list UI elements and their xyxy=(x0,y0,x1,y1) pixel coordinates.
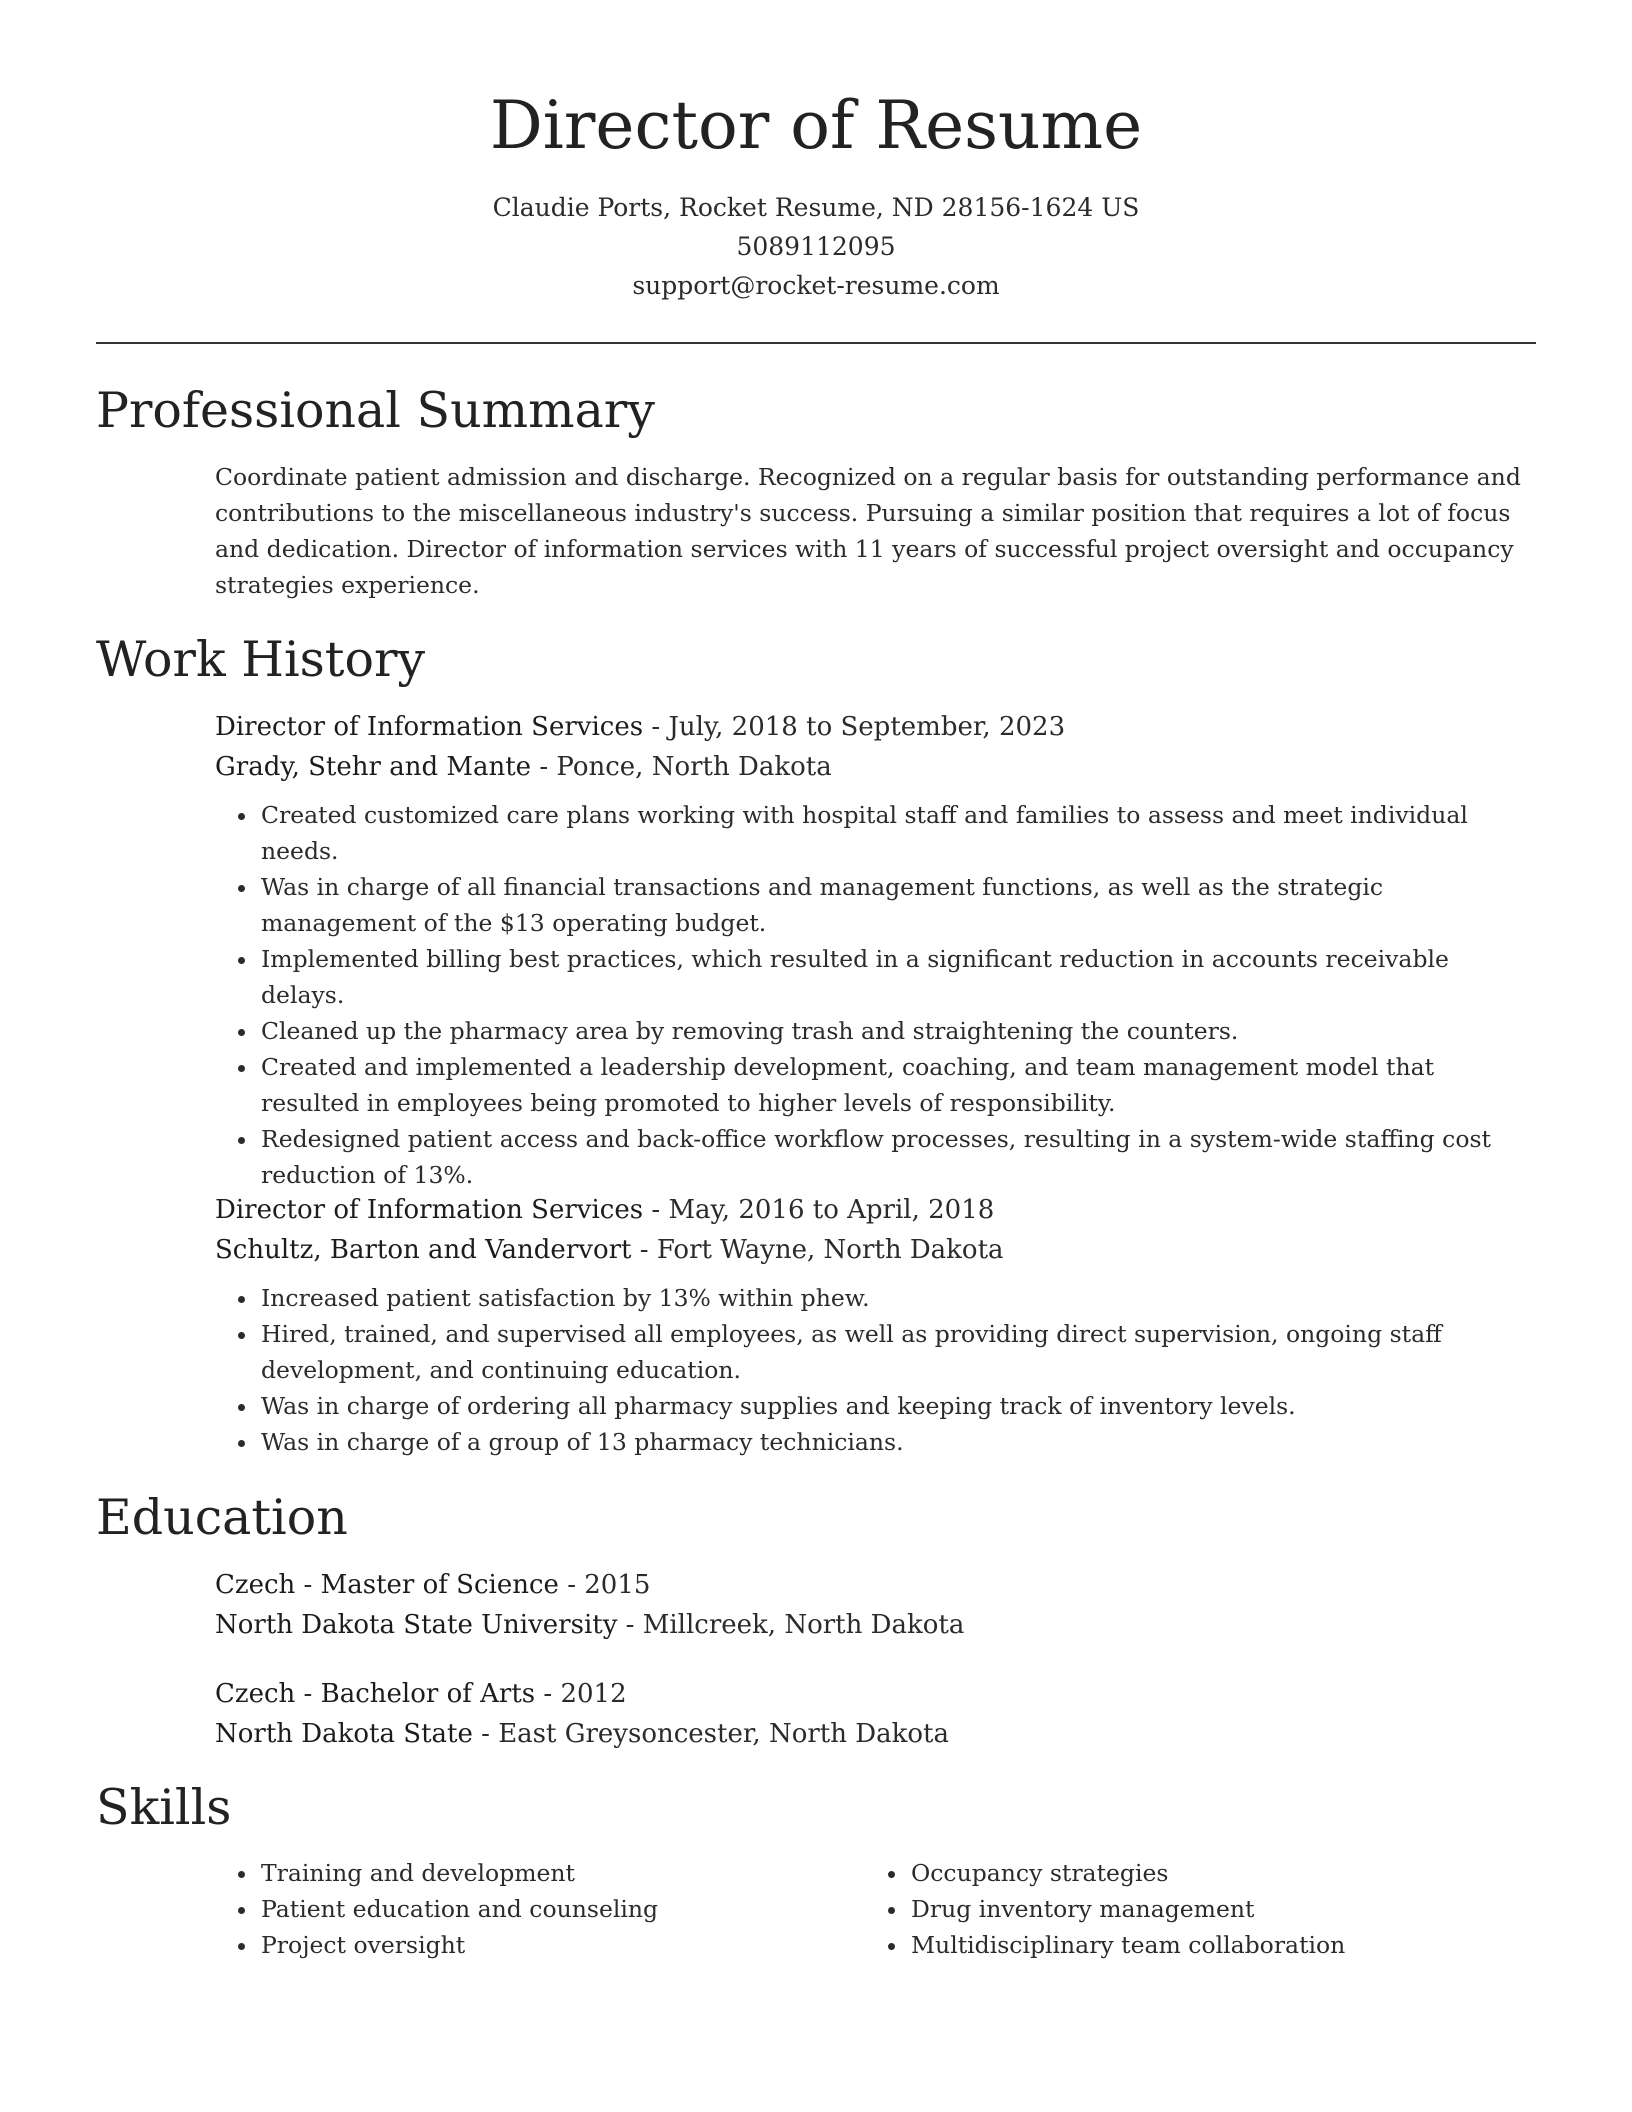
list-item: • Multidisciplinary team collaboration xyxy=(909,1927,1515,1963)
skills-list-right xyxy=(865,1855,1515,1963)
job-company: Schultz, Barton and Vandervort xyxy=(215,1235,632,1265)
skills-grid xyxy=(215,1855,1525,1963)
job-dates: May, 2016 to April, 2018 xyxy=(668,1195,995,1225)
section-title-work-history: Work History xyxy=(96,631,426,688)
job-bullets xyxy=(215,797,1525,1193)
education-degree: Bachelor of Arts xyxy=(320,1679,536,1709)
separator: - xyxy=(531,752,557,782)
contact-address: Claudie Ports, Rocket Resume, ND 28156-1624 US xyxy=(492,193,1140,222)
job-bullets xyxy=(215,1280,1525,1460)
contact-email: support@rocket-resume.com xyxy=(632,271,1000,300)
education-school: North Dakota State University xyxy=(215,1610,618,1640)
education-year: 2015 xyxy=(584,1570,651,1600)
job-company-line xyxy=(215,1230,1525,1270)
section-title-summary: Professional Summary xyxy=(96,382,655,439)
education-degree-line xyxy=(215,1565,1525,1605)
separator: - xyxy=(472,1719,499,1749)
job-company-line xyxy=(215,747,1525,787)
contact-phone: 5089112095 xyxy=(736,232,896,261)
separator: - xyxy=(617,1610,643,1640)
education-location: East Greysoncester, North Dakota xyxy=(498,1719,949,1749)
education-school: North Dakota State xyxy=(215,1719,473,1749)
list-item: • Training and development xyxy=(259,1855,865,1891)
education-block xyxy=(215,1565,1525,1783)
separator: - xyxy=(643,712,669,742)
list-item: • Created customized care plans working with hospital staff and families to assess and meet individual needs. xyxy=(259,797,1525,869)
skills-column-left xyxy=(215,1855,865,1963)
separator: - xyxy=(558,1570,585,1600)
skills-block xyxy=(215,1855,1525,1963)
job-location: Ponce, North Dakota xyxy=(556,752,832,782)
job-title-line xyxy=(215,1190,1525,1230)
candidate-name: Director of Resume xyxy=(489,87,1143,164)
list-item: • Was in charge of ordering all pharmacy supplies and keeping track of inventory levels. xyxy=(259,1388,1525,1424)
job-company: Grady, Stehr and Mante xyxy=(215,752,532,782)
education-degree: Master of Science xyxy=(320,1570,559,1600)
list-item: • Was in charge of all financial transactions and management functions, as well as the strategic management of the $13 operating budget. xyxy=(259,869,1525,941)
list-item: • Increased patient satisfaction by 13% within phew. xyxy=(259,1280,1525,1316)
job-title-line xyxy=(215,707,1525,747)
list-item: • Implemented billing best practices, which resulted in a significant reduction in accounts receivable delays. xyxy=(259,941,1525,1013)
summary-block xyxy=(215,459,1525,603)
education-entry-2 xyxy=(215,1674,1525,1754)
education-field: Czech xyxy=(215,1679,296,1709)
education-entry-1 xyxy=(215,1565,1525,1645)
list-item: • Redesigned patient access and back-office workflow processes, resulting in a system-wide staffing cost reduction of 13%. xyxy=(259,1121,1525,1193)
education-school-line xyxy=(215,1714,1525,1754)
resume-header xyxy=(96,78,1536,305)
education-location: Millcreek, North Dakota xyxy=(642,1610,965,1640)
section-title-skills: Skills xyxy=(96,1779,232,1836)
job-position: Director of Information Services xyxy=(215,712,644,742)
separator: - xyxy=(643,1195,669,1225)
list-item: • Drug inventory management xyxy=(909,1891,1515,1927)
skills-list-left xyxy=(215,1855,865,1963)
list-item: • Was in charge of a group of 13 pharmacy technicians. xyxy=(259,1424,1525,1460)
job-dates: July, 2018 to September, 2023 xyxy=(668,712,1066,742)
list-item: • Occupancy strategies xyxy=(909,1855,1515,1891)
separator: - xyxy=(295,1570,321,1600)
job-location: Fort Wayne, North Dakota xyxy=(656,1235,1004,1265)
list-item: • Patient education and counseling xyxy=(259,1891,865,1927)
list-item: • Hired, trained, and supervised all employees, as well as providing direct supervision, ongoing staff development, and continuing education. xyxy=(259,1316,1525,1388)
separator: - xyxy=(631,1235,657,1265)
education-year: 2012 xyxy=(560,1679,627,1709)
education-field: Czech xyxy=(215,1570,296,1600)
education-degree-line xyxy=(215,1674,1525,1714)
separator: - xyxy=(295,1679,321,1709)
job-entry-2 xyxy=(215,1190,1525,1460)
list-item: • Created and implemented a leadership development, coaching, and team management model that resulted in employees being promoted to higher levels of responsibility. xyxy=(259,1049,1525,1121)
education-school-line xyxy=(215,1605,1525,1645)
header-divider xyxy=(96,342,1536,344)
job-entry-1 xyxy=(215,707,1525,1193)
summary-text: Coordinate patient admission and discharge. Recognized on a regular basis for outstanding performance and contributions to the miscellaneous industry's success. Pursuing a similar position that requires a lot of focus and dedication. Director of information services with 11 years of successful project oversight and occupancy strategies experience. xyxy=(215,463,1521,599)
skills-column-right xyxy=(865,1855,1515,1963)
section-title-education: Education xyxy=(96,1489,348,1546)
separator: - xyxy=(535,1679,561,1709)
job-position: Director of Information Services xyxy=(215,1195,644,1225)
list-item: • Project oversight xyxy=(259,1927,865,1963)
list-item: • Cleaned up the pharmacy area by removing trash and straightening the counters. xyxy=(259,1013,1525,1049)
